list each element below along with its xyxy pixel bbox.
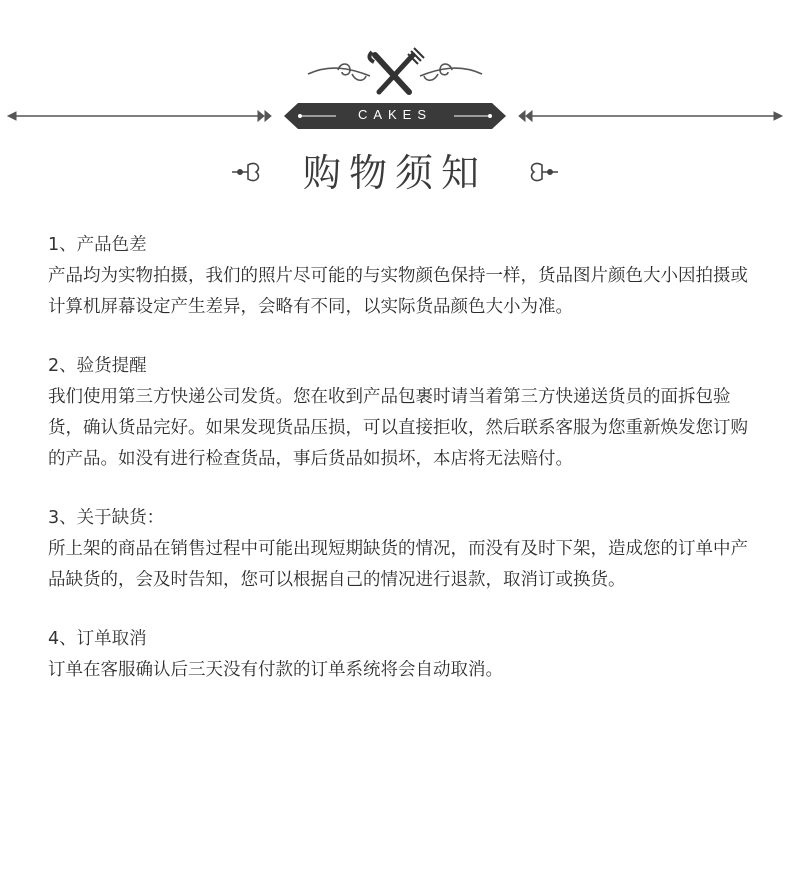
section-order-cancellation — [48, 624, 758, 686]
left-arrow-line — [8, 111, 271, 121]
right-arrow-line — [519, 111, 782, 121]
right-flourish — [420, 64, 482, 80]
section-inspection-reminder — [48, 351, 758, 475]
section-title: 4、订单取消 — [48, 629, 147, 649]
page-title: 购物须知 — [302, 151, 487, 195]
section-title: 2、验货提醒 — [48, 356, 147, 376]
section-title: 1、产品色差 — [48, 235, 147, 255]
header-decoration — [0, 0, 790, 200]
shopping-notice-content — [48, 230, 758, 714]
crossed-fork-knife-icon — [369, 48, 424, 92]
badge-label: CAKES — [357, 107, 433, 122]
title-left-ornament — [232, 163, 258, 180]
section-body: 订单在客服确认后三天没有付款的订单系统将会自动取消。 — [48, 660, 503, 680]
section-title: 3、关于缺货： — [48, 508, 165, 528]
section-body: 我们使用第三方快递公司发货。您在收到产品包裹时请当着第三方快递送货员的面拆包验货，确认货品完好。如果发现货品压损，可以直接拒收，然后联系客服为您重新焕发您订购的产品。如没有进行检查货品，事后货品如损坏，本店将无法赔付。 — [48, 387, 748, 469]
section-body: 产品均为实物拍摄，我们的照片尽可能的与实物颜色保持一样，货品图片颜色大小因拍摄或计算机屏幕设定产生差异，会略有不同，以实际货品颜色大小为准。 — [48, 266, 748, 317]
section-out-of-stock — [48, 503, 758, 596]
section-body: 所上架的商品在销售过程中可能出现短期缺货的情况，而没有及时下架，造成您的订单中产品缺货的，会及时告知，您可以根据自己的情况进行退款，取消订或换货。 — [48, 539, 748, 590]
section-color-difference — [48, 230, 758, 323]
title-right-ornament — [532, 163, 558, 180]
left-flourish — [308, 64, 370, 80]
